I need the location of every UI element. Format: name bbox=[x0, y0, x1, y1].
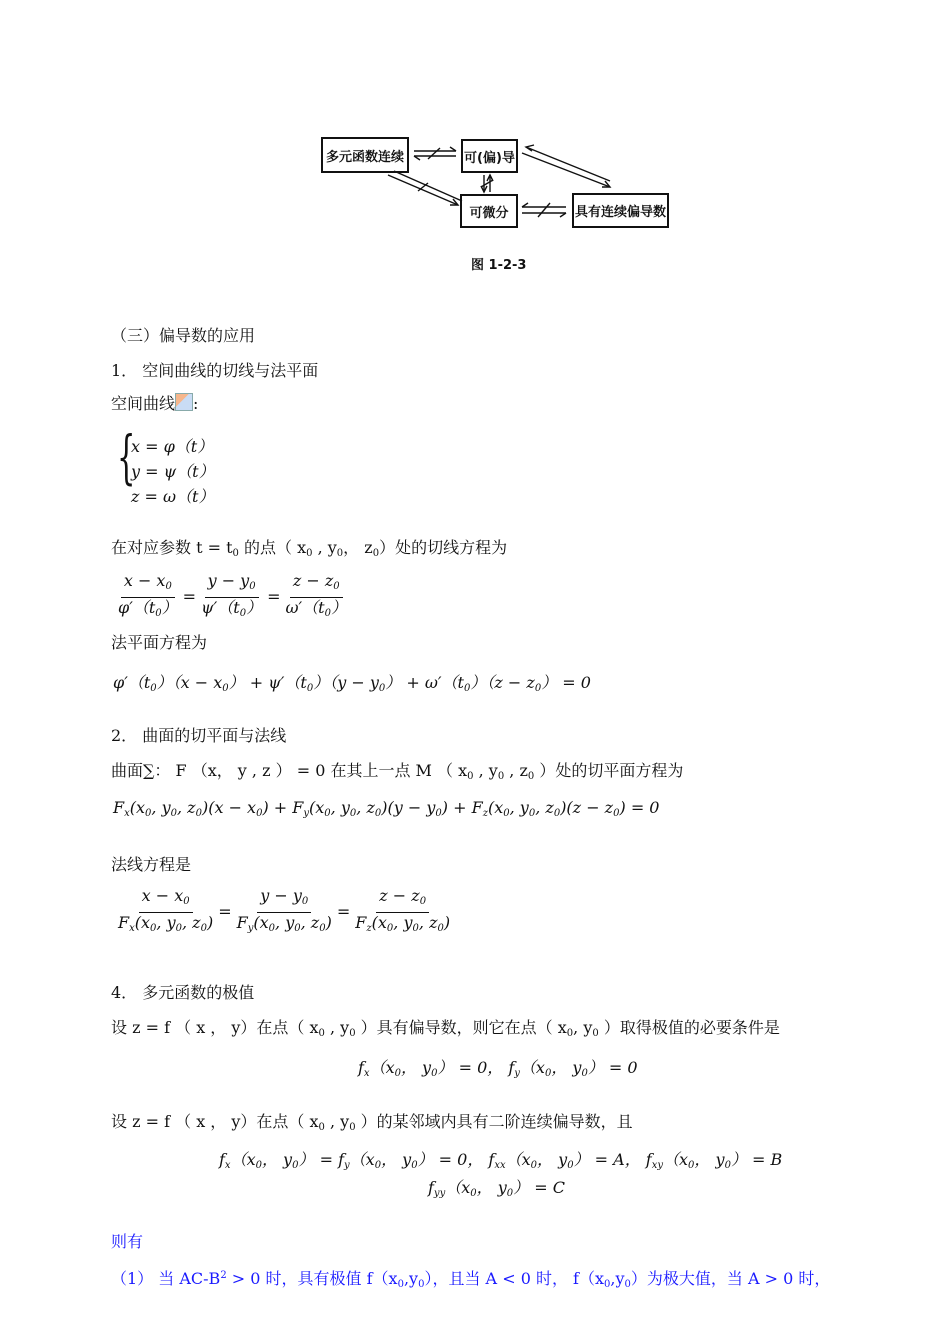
normal-line-equation: $\frac{x - x_0}{F_x(x_0, y_0, z_0)}$ = $\frac{y - y_0}{F_y(x_0, y_0, z_0)}$ = $\frac{z - z_0}{F_z(x_0, y_0, z_0)}$ bbox=[118, 886, 451, 934]
curve-label-text: 空间曲线 bbox=[111, 394, 176, 413]
e-e: ）具有偏导数，则它在点（ x bbox=[355, 1018, 567, 1037]
c-a: （1） 当 AC-B bbox=[111, 1269, 221, 1288]
tangent-plane-equation: $F_x(x_0$, $y_0$, $z_0)(x - x_0) + F_y(x_0$, $y_0$, $z_0)(y - y_0) + F_z(x_0$, $y_0$, $z_0)(z - z_0) = 0$ bbox=[113, 798, 660, 819]
e-h: 0 bbox=[592, 1028, 599, 1039]
s-d: 0 bbox=[497, 771, 505, 782]
second-intro bbox=[111, 1112, 633, 1138]
s-e: , z bbox=[504, 761, 528, 780]
t-g: ， z bbox=[343, 538, 373, 557]
s-a: 曲面∑： F （x， y , z ） = 0 在其上一点 M （ x bbox=[111, 761, 468, 780]
e-d: 0 bbox=[349, 1028, 356, 1039]
e-i: ）取得极值的必要条件是 bbox=[598, 1018, 780, 1037]
item-2-heading: 2． 曲面的切平面与法线 bbox=[111, 726, 287, 745]
t-h: 0 bbox=[372, 548, 380, 559]
box-continuous-partial: 具有连续偏导数 bbox=[572, 193, 669, 228]
item-1-heading: 1． 空间曲线的切线与法平面 bbox=[111, 361, 319, 380]
section-heading: （三）偏导数的应用 bbox=[111, 326, 256, 345]
s-b: 0 bbox=[467, 771, 474, 782]
t-b: 0 bbox=[232, 548, 239, 559]
t-e: , y bbox=[312, 538, 337, 557]
e-g: , y bbox=[573, 1018, 593, 1037]
d-c: , y bbox=[324, 1112, 350, 1131]
c-b: 2 bbox=[220, 1270, 227, 1281]
e-a: 设 z = f （ x ， y）在点（ x bbox=[111, 1018, 319, 1037]
s-f: 0 bbox=[527, 771, 535, 782]
s-g: ）处的切平面方程为 bbox=[534, 761, 684, 780]
t-f: 0 bbox=[336, 548, 344, 559]
c-i: ,y bbox=[610, 1269, 625, 1288]
condition-1 bbox=[111, 1266, 830, 1295]
image-placeholder-icon bbox=[175, 393, 193, 411]
e-f: 0 bbox=[566, 1028, 574, 1039]
d-e: ）的某邻域内具有二阶连续偏导数，且 bbox=[355, 1112, 633, 1131]
param-y: y = ψ（t） bbox=[131, 462, 215, 481]
c-j: 0 bbox=[624, 1279, 631, 1290]
curve-label: 空间曲线 : bbox=[111, 394, 199, 413]
left-brace-icon: { bbox=[117, 423, 136, 491]
param-z: z = ω（t） bbox=[131, 487, 215, 506]
item-4-heading: 4． 多元函数的极值 bbox=[111, 983, 255, 1002]
tangent-intro bbox=[111, 538, 507, 564]
c-c: > 0 时，具有极值 f（x bbox=[226, 1269, 398, 1288]
d-b: 0 bbox=[318, 1122, 325, 1133]
necessary-condition-equation: $f_x(x_0$， $y_0) = 0$， $f_y(x_0$， $y_0) = 0$ bbox=[358, 1058, 638, 1079]
param-x: x = φ（t） bbox=[131, 437, 214, 456]
c-k: ）为极大值，当 A > 0 时， bbox=[630, 1269, 831, 1288]
e-c: , y bbox=[324, 1018, 350, 1037]
t-a: 在对应参数 t = t bbox=[111, 538, 233, 557]
normal-plane-equation: $\varphi'(t_0)(x - x_0) + \psi'(t_0)(y - y_0) + \omega'(t_0)(z - z_0) = 0$ bbox=[113, 673, 591, 694]
box-partial: 可(偏)导 bbox=[461, 139, 518, 173]
then-label: 则有 bbox=[111, 1232, 144, 1251]
second-derivative-equation-2: $f_{yy}(x_0$， $y_0) = C$ bbox=[428, 1178, 565, 1199]
t-i: ）处的切线方程为 bbox=[379, 538, 508, 557]
s-c: , y bbox=[473, 761, 498, 780]
surface-intro bbox=[111, 761, 683, 787]
c-h: 0 bbox=[604, 1279, 611, 1290]
e-b: 0 bbox=[318, 1028, 325, 1039]
figure-caption: 图 1-2-3 bbox=[471, 258, 527, 273]
tangent-equation: $\frac{x - x_0}{\varphi'(t_0)}$ = $\frac{y - y_0}{\psi'(t_0)}$ = $\frac{z - z_0}{\omega'(t_0)}$ bbox=[118, 571, 348, 619]
box-continuous: 多元函数连续 bbox=[321, 137, 409, 173]
c-f: 0 bbox=[418, 1279, 425, 1290]
normal-line-label: 法线方程是 bbox=[111, 855, 192, 874]
second-derivative-equation-1: $f_x(x_0$， $y_0) = f_y(x_0$， $y_0) = 0$， $f_{xx}(x_0$， $y_0) = A$， $f_{xy}(x_0$， $y_0) = B$ bbox=[219, 1150, 783, 1171]
c-g: ），且当 A < 0 时， f（x bbox=[424, 1269, 604, 1288]
t-c: 的点（ x bbox=[238, 538, 307, 557]
c-e: ,y bbox=[403, 1269, 419, 1288]
t-d: 0 bbox=[306, 548, 313, 559]
normal-plane-label: 法平面方程为 bbox=[111, 633, 208, 652]
extreme-intro bbox=[111, 1018, 780, 1044]
d-a: 设 z = f （ x ， y）在点（ x bbox=[111, 1112, 319, 1131]
d-d: 0 bbox=[349, 1122, 356, 1133]
diagram-arrows bbox=[300, 125, 700, 245]
box-differentiable: 可微分 bbox=[460, 194, 518, 228]
c-d: 0 bbox=[397, 1279, 404, 1290]
